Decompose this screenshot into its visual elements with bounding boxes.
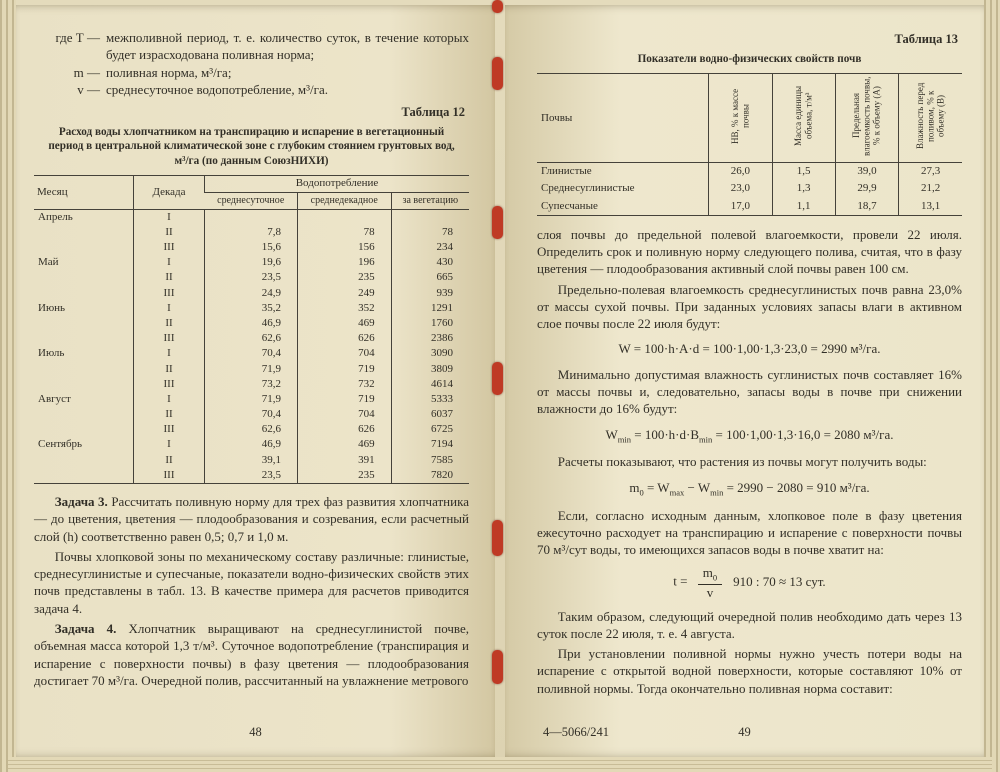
value-cell: 46,9	[205, 437, 298, 452]
binding-stitch	[492, 362, 503, 395]
decade-cell: III	[134, 377, 205, 392]
table12-row	[34, 437, 469, 452]
table13-row	[537, 180, 962, 197]
task4-text: Хлопчатник выращивают на среднесуглинистой почве, объемная масса которой 1,3 т/м³. Суточное водопотребление (транспирация и испарение с поверхности почвы) в фазу цветения — плодообразования достигает 70 м³/га. Очередной полив, рассчитанный на увлажнение метрового	[34, 620, 469, 688]
daily-use-paragraph: Если, согласно исходным данным, хлопковое поле в фазу цветения ежесуточно расходует на транспирацию и испарение с поверхности почвы 70 м³/сут воды, то имеющихся запасов воды в почве хватит на:	[537, 507, 962, 558]
value-cell: 626	[297, 422, 391, 437]
soil-cell: Глинистые	[541, 165, 592, 178]
value-cell: 7820	[391, 468, 469, 484]
value-cell: 430	[391, 255, 469, 270]
page-edge-right	[984, 0, 1000, 772]
decade-cell: III	[134, 468, 205, 484]
definition-text: поливная норма, м³/га;	[106, 64, 232, 80]
left-page-number: 48	[249, 725, 262, 740]
value-cell: 70,4	[205, 346, 298, 361]
value-cell: 2386	[391, 331, 469, 346]
table13-col-moisture: Влажность перед поливом, % к объему (В)	[899, 74, 962, 163]
month-cell: Июль	[38, 347, 65, 360]
table12-row	[34, 301, 469, 316]
formula-w: W = 100·h·A·d = 100·1,00·1,3·23,0 = 2990 м³/га.	[618, 341, 881, 357]
value-cell: 27,3	[899, 163, 962, 181]
table13-title: Показатели водно-физических свойств почв	[637, 52, 862, 65]
binding-stitch	[492, 206, 503, 239]
table13-col-soil: Почвы	[541, 111, 573, 124]
decade-cell: II	[134, 362, 205, 377]
fraction-numerator: $m_0$	[698, 566, 722, 585]
soil-cell: Супесчаные	[541, 199, 598, 212]
value-cell: 235	[297, 468, 391, 484]
page-right	[505, 5, 984, 757]
decade-cell: I	[134, 346, 205, 361]
table-13	[537, 73, 962, 216]
table12-header	[34, 176, 469, 209]
value-cell: 235	[297, 270, 391, 285]
month-cell: Апрель	[38, 210, 73, 223]
value-cell: 7194	[391, 437, 469, 452]
value-cell: 23,5	[205, 468, 298, 484]
value-cell: 17,0	[709, 198, 772, 216]
value-cell: 626	[297, 331, 391, 346]
value-cell: 469	[297, 437, 391, 452]
value-cell: 196	[297, 255, 391, 270]
value-cell: 78	[391, 225, 469, 240]
continuation-paragraph: слоя почвы до предельной полевой влагоемкости, провели 22 июля. Определить срок и поливную норму следующего полива, считая, что в фазу цветения — плодообразования активный слой почвы равен 100 см.	[537, 226, 962, 277]
decade-cell: I	[134, 437, 205, 452]
table13-col-nv: НВ, % к массе почвы	[709, 74, 772, 163]
task3-text: Рассчитать поливную норму для трех фаз развития хлопчатника — до цветения, цветения — плодообразования и созревания, если расчетный слой (h) соответственно равен 0,5; 0,7 и 1,0 м.	[34, 494, 469, 544]
value-cell: 62,6	[205, 422, 298, 437]
value-cell: 469	[297, 316, 391, 331]
value-cell: 665	[391, 270, 469, 285]
value-cell: 704	[297, 346, 391, 361]
value-cell: 71,9	[205, 362, 298, 377]
table-12	[34, 175, 469, 484]
value-cell: 13,1	[899, 198, 962, 216]
value-cell: 39,1	[205, 453, 298, 468]
value-cell: 39,0	[835, 163, 899, 181]
value-cell: 23,5	[205, 270, 298, 285]
page-edge-bottom	[8, 757, 992, 772]
definition-label: где Т —	[55, 30, 100, 45]
value-cell: 21,2	[899, 180, 962, 197]
definition-row	[34, 64, 469, 81]
value-cell: 4614	[391, 377, 469, 392]
table12-body	[34, 209, 469, 483]
page-left	[16, 5, 495, 757]
value-cell: 1291	[391, 301, 469, 316]
value-cell	[391, 209, 469, 225]
task3-paragraph	[34, 493, 469, 545]
definition-text: среднесуточное водопотребление, м³/га.	[106, 81, 328, 97]
value-cell: 1,1	[772, 198, 835, 216]
decade-cell: II	[134, 270, 205, 285]
binding-stitch	[492, 520, 503, 556]
value-cell: 156	[297, 240, 391, 255]
table12-row	[34, 346, 469, 361]
decade-cell: III	[134, 422, 205, 437]
value-cell: 6037	[391, 407, 469, 422]
value-cell: 1760	[391, 316, 469, 331]
table12-col-group: Водопотребление	[205, 176, 470, 192]
value-cell: 46,9	[205, 316, 298, 331]
month-cell: Июнь	[38, 301, 66, 314]
min-moisture-paragraph: Минимально допустимая влажность суглинистых почв составляет 16% от массы почвы и, следовательно, запасы воды в почве при снижении влажности до 16% будут:	[537, 366, 962, 417]
month-cell: Сентябрь	[38, 438, 83, 451]
formula-t	[537, 566, 962, 599]
value-cell: 19,6	[205, 255, 298, 270]
binding-stitch	[492, 0, 503, 13]
definition-row	[34, 81, 469, 98]
table13-label: Таблица 13	[894, 32, 958, 46]
value-cell: 29,9	[835, 180, 899, 197]
left-page-footer	[16, 724, 495, 741]
formula-m0: $m_0 = W_{max} - W_{min} = 2990 - 2080 = 910$ м³/га.	[629, 479, 870, 498]
value-cell: 704	[297, 407, 391, 422]
decade-cell: II	[134, 453, 205, 468]
definition-row	[34, 29, 469, 64]
value-cell: 3090	[391, 346, 469, 361]
value-cell	[297, 209, 391, 225]
definition-label: m —	[73, 64, 100, 80]
table13-body	[537, 163, 962, 216]
table12-col-month: Месяц	[37, 185, 68, 198]
decade-cell: II	[134, 316, 205, 331]
decade-cell: I	[134, 301, 205, 316]
table13-row	[537, 198, 962, 216]
value-cell: 71,9	[205, 392, 298, 407]
decade-cell: III	[134, 331, 205, 346]
decade-cell: II	[134, 407, 205, 422]
table13-col-capacity: Предельная влагоемкость почвы, % к объему (А)	[835, 74, 899, 163]
value-cell: 5333	[391, 392, 469, 407]
value-cell: 24,9	[205, 286, 298, 301]
formula-t-rest: 910 : 70 ≈ 13 сут.	[733, 574, 826, 590]
definition-label: v —	[77, 81, 100, 97]
value-cell	[205, 209, 298, 225]
month-cell: Август	[38, 392, 71, 405]
value-cell: 732	[297, 377, 391, 392]
decade-cell: II	[134, 225, 205, 240]
value-cell: 7,8	[205, 225, 298, 240]
value-cell: 62,6	[205, 331, 298, 346]
value-cell: 939	[391, 286, 469, 301]
formula-wmin: $W_{min} = 100\cdot h\cdot d\cdot B_{min} = 100\cdot 1,00\cdot 1,3\cdot 16,0 = 2080$ м³/га.	[605, 426, 894, 445]
value-cell: 249	[297, 286, 391, 301]
task3-lead: Задача 3.	[54, 494, 108, 509]
value-cell: 391	[297, 453, 391, 468]
soil-cell: Среднесуглинистые	[541, 182, 635, 195]
value-cell: 23,0	[709, 180, 772, 197]
table12-row	[34, 392, 469, 407]
right-page-number: 49	[738, 725, 751, 740]
value-cell: 3809	[391, 362, 469, 377]
decade-cell: I	[134, 392, 205, 407]
value-cell: 719	[297, 362, 391, 377]
table12-row	[34, 209, 469, 225]
right-page-footer	[505, 724, 984, 741]
table13-header	[537, 74, 962, 163]
value-cell: 1,5	[772, 163, 835, 181]
table12-subcol-season: за вегетацию	[391, 192, 469, 209]
fraction-denominator: v	[706, 584, 714, 600]
value-cell: 6725	[391, 422, 469, 437]
month-cell: Май	[38, 256, 59, 269]
table12-title: Расход воды хлопчатником на транспирацию и испарение в вегетационный период в центральной климатической зоне с глубоким стоянием грунтовых вод, м³/га (по данным СоюзНИХИ)	[48, 125, 455, 167]
table13-row	[537, 163, 962, 181]
value-cell: 719	[297, 392, 391, 407]
formula-t-lead: t =	[673, 574, 691, 590]
value-cell: 7585	[391, 453, 469, 468]
value-cell: 73,2	[205, 377, 298, 392]
table12-subcol-decade: среднедекадное	[297, 192, 391, 209]
decade-cell: III	[134, 286, 205, 301]
task4-lead: Задача 4.	[54, 620, 117, 636]
decade-cell: III	[134, 240, 205, 255]
value-cell: 78	[297, 225, 391, 240]
value-cell: 70,4	[205, 407, 298, 422]
binding-stitch	[492, 650, 503, 684]
value-cell: 18,7	[835, 198, 899, 216]
decade-cell: I	[134, 255, 205, 270]
soils-paragraph: Почвы хлопковой зоны по механическому составу различные: глинистые, среднесуглинистые и супесчаные, показатели водно-физических свойств этих почв представлены в табл. 13. В качестве примера для расчетов приводится задача 4.	[34, 548, 469, 616]
table12-row	[34, 255, 469, 270]
binding-stitch	[492, 57, 503, 90]
conclusion-paragraph: Таким образом, следующий очередной полив необходимо дать через 13 суток после 22 июля, т. е. 4 августа.	[537, 608, 962, 641]
losses-paragraph: При установлении поливной нормы нужно учесть потери воды на испарение с открытой водной поверхности, которые составляют 10% от поливной нормы. Тогда окончательно поливная норма составит:	[537, 646, 962, 696]
value-cell: 35,2	[205, 301, 298, 316]
value-cell: 15,6	[205, 240, 298, 255]
definitions-block	[34, 29, 469, 98]
value-cell: 26,0	[709, 163, 772, 181]
table12-col-decade: Декада	[134, 176, 205, 209]
decade-cell: I	[134, 209, 205, 225]
page-edge-left	[0, 0, 16, 772]
table12-subcol-daily: среднесуточное	[217, 194, 285, 206]
value-cell: 352	[297, 301, 391, 316]
value-cell: 234	[391, 240, 469, 255]
task4-paragraph	[34, 620, 469, 689]
definition-text: межполивной период, т. е. количество суток, в течение которых будет израсходована поливная норма;	[106, 30, 469, 63]
fraction	[698, 566, 722, 599]
value-cell: 1,3	[772, 180, 835, 197]
print-signature: 4—5066/241	[543, 725, 609, 740]
available-water-paragraph: Расчеты показывают, что растения из почвы могут получить воды:	[557, 454, 927, 470]
table13-col-mass: Масса единицы объема, т/м³	[772, 74, 835, 163]
table12-label: Таблица 12	[401, 105, 465, 120]
field-capacity-paragraph: Предельно-полевая влагоемкость среднесуглинистых почв равна 23,0% от массы сухой почвы. При заданных условиях запасы влаги в активном слое почвы после 22 июля будут:	[537, 281, 962, 332]
